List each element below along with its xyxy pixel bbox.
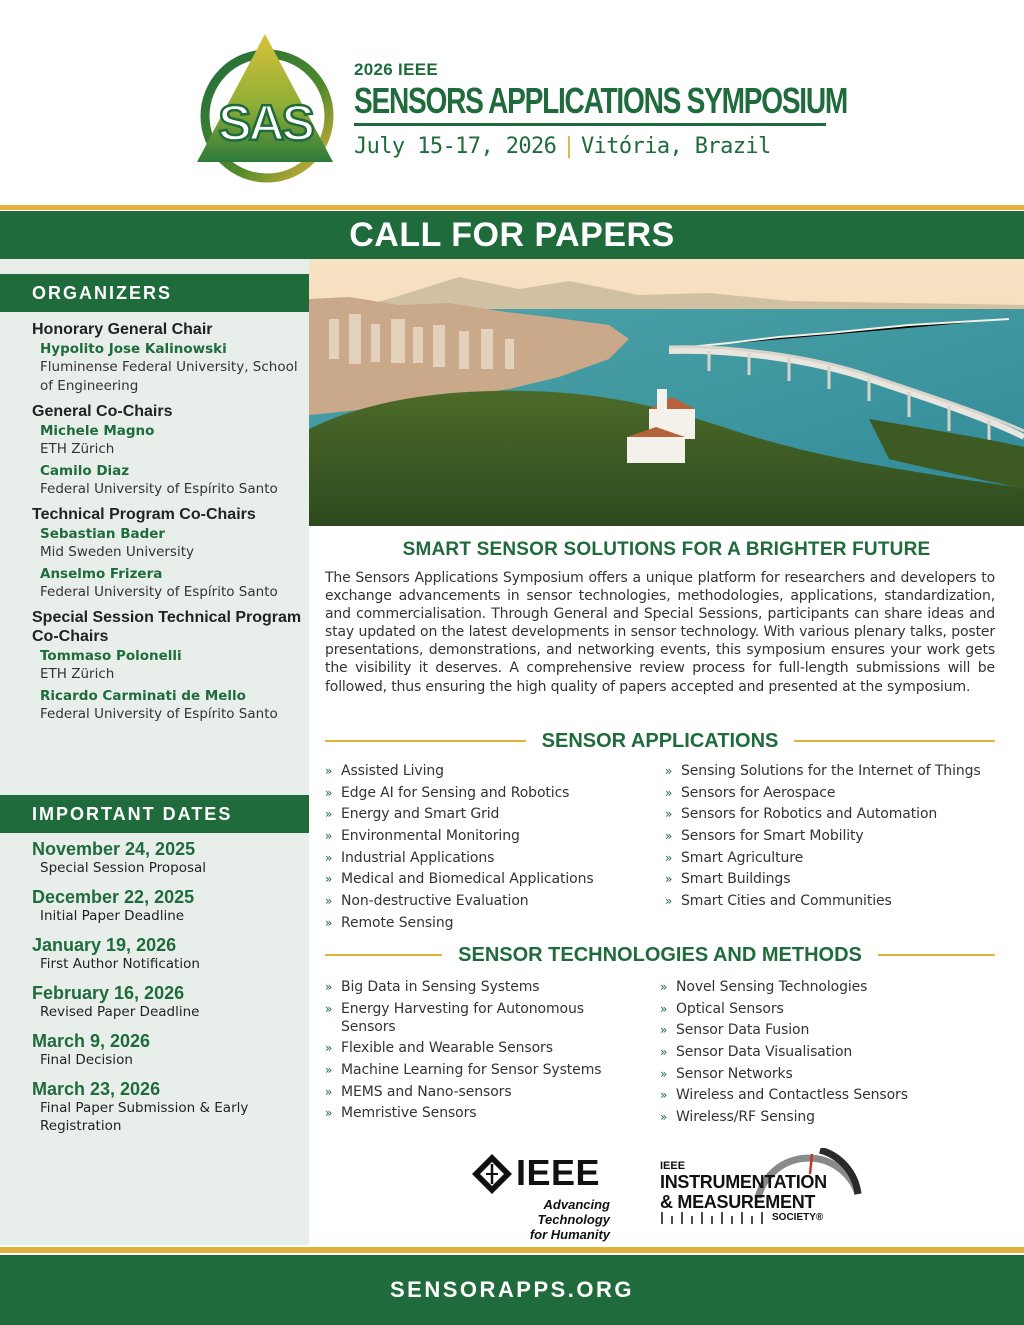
list-item: » Smart Buildings — [665, 870, 1010, 888]
org-person — [40, 422, 302, 459]
ieee-tagline — [470, 1197, 610, 1242]
date-item — [32, 839, 302, 877]
tagline: SMART SENSOR SOLUTIONS FOR A BRIGHTER FUTURE — [402, 539, 931, 560]
page-title: CALL FOR PAPERS — [349, 215, 675, 254]
org-role: Special Session Technical Program Co-Chairs — [32, 609, 302, 645]
title-underline — [354, 123, 826, 126]
separator-bar: | — [562, 134, 575, 159]
date-value: November 24, 2025 — [32, 839, 196, 859]
date-item — [32, 935, 302, 973]
applications-list-right — [665, 762, 1010, 914]
ruler-ticks-icon — [660, 1212, 770, 1224]
edition-label: 2026 IEEE — [354, 60, 438, 79]
ims-society-logo[interactable] — [660, 1148, 870, 1228]
person-affiliation: Federal University of Espírito Santo — [40, 583, 278, 600]
list-item: » Optical Sensors — [660, 1000, 1005, 1018]
list-item: » Remote Sensing — [325, 914, 655, 932]
date-value: March 23, 2026 — [32, 1079, 161, 1099]
list-item: » Novel Sensing Technologies — [660, 978, 1005, 996]
event-dates-location — [354, 134, 834, 159]
date-label: First Author Notification — [40, 956, 200, 972]
person-name: Ricardo Carminati de Mello — [40, 687, 246, 704]
heading-rule-right — [878, 954, 995, 956]
ims-line1: INSTRUMENTATION — [660, 1172, 827, 1192]
intro-paragraph: The Sensors Applications Symposium offers a unique platform for researchers and developers to exchange advancements in sensor technologies, methodologies, applications, standardization, and commercialisation. Through General and Special Sessions, participants can share ideas and stay updated on the latest developments in sensor technology. With various plenary talks, poster presentations, demonstrations, and networking events, this symposium ensures your work gets the visibility it deserves. A comprehensive review process for full-length submissions will be followed, thus ensuring the high quality of papers accepted and presented at the symposium. — [325, 570, 995, 695]
ieee-diamond-icon — [470, 1152, 514, 1196]
sidebar — [0, 259, 309, 1245]
ieee-logo[interactable] — [470, 1150, 620, 1242]
section-title: SENSOR TECHNOLOGIES AND METHODS — [458, 943, 862, 966]
date-item — [32, 983, 302, 1021]
list-item: » Wireless and Contactless Sensors — [660, 1086, 1005, 1104]
list-item: » Flexible and Wearable Sensors — [325, 1039, 635, 1057]
organizers-heading: ORGANIZERS — [0, 274, 309, 312]
event-dates: July 15-17, 2026 — [354, 134, 557, 159]
list-item: » Sensor Networks — [660, 1065, 1005, 1083]
person-affiliation: Federal University of Espírito Santo — [40, 480, 278, 497]
person-affiliation: Federal University of Espírito Santo — [40, 705, 278, 722]
list-item: » Assisted Living — [325, 762, 655, 780]
org-group — [32, 505, 302, 601]
title-band — [0, 211, 1024, 259]
important-dates-heading: IMPORTANT DATES — [0, 795, 309, 833]
org-role: Technical Program Co-Chairs — [32, 506, 256, 523]
date-value: March 9, 2026 — [32, 1031, 151, 1051]
date-value: February 16, 2026 — [32, 983, 185, 1003]
list-item: » Wireless/RF Sensing — [660, 1108, 1005, 1126]
person-affiliation: ETH Zürich — [40, 666, 115, 682]
gold-divider-top — [0, 205, 1024, 210]
list-item: » Environmental Monitoring — [325, 827, 655, 845]
date-item — [32, 887, 302, 925]
person-name: Camilo Diaz — [40, 462, 130, 479]
person-name: Anselmo Frizera — [40, 565, 163, 582]
list-item: » Medical and Biomedical Applications — [325, 870, 655, 888]
list-item: » Energy and Smart Grid — [325, 805, 655, 823]
ieee-wordmark: IEEE — [516, 1152, 601, 1193]
org-role: Honorary General Chair — [32, 321, 213, 338]
sensor-technologies-heading — [325, 942, 995, 968]
org-person — [40, 565, 302, 602]
list-item: » Energy Harvesting for Autonomous Sensors — [325, 1000, 635, 1036]
sensor-applications-heading — [325, 728, 995, 754]
list-item: » Smart Agriculture — [665, 849, 1010, 867]
list-item: » Sensors for Robotics and Automation — [665, 805, 1010, 823]
person-affiliation: Fluminense Federal University, School of Engineering — [40, 359, 298, 394]
section-title: SENSOR APPLICATIONS — [541, 729, 779, 752]
person-affiliation: ETH Zürich — [40, 441, 115, 457]
list-item: » Sensor Data Visualisation — [660, 1043, 1005, 1061]
org-person — [40, 462, 302, 499]
date-label: Initial Paper Deadline — [40, 908, 185, 924]
list-item: » Sensor Data Fusion — [660, 1021, 1005, 1039]
list-item: » Sensing Solutions for the Internet of Things — [665, 762, 1010, 780]
ieee-tagline-line1: Advancing Technology — [537, 1197, 610, 1227]
person-name: Michele Magno — [40, 423, 155, 439]
ims-line3: SOCIETY® — [772, 1212, 824, 1223]
date-label: Final Decision — [40, 1052, 133, 1068]
event-location: Vitória, Brazil — [580, 134, 771, 159]
list-item: » Industrial Applications — [325, 849, 655, 867]
list-item: » Sensors for Aerospace — [665, 784, 1010, 802]
heading-rule-right — [794, 740, 995, 742]
applications-list-left — [325, 762, 655, 936]
list-item: » Smart Cities and Communities — [665, 892, 1010, 910]
date-label: Final Paper Submission & Early Registration — [40, 1100, 249, 1134]
list-item: » Machine Learning for Sensor Systems — [325, 1061, 635, 1079]
ims-line2: & MEASUREMENT — [660, 1192, 816, 1212]
city-bridge-photo — [309, 259, 1024, 526]
heading-rule-left — [325, 954, 442, 956]
list-item: » Edge AI for Sensing and Robotics — [325, 784, 655, 802]
org-role: General Co-Chairs — [32, 403, 173, 420]
person-affiliation: Mid Sweden University — [40, 544, 194, 560]
list-item: » Big Data in Sensing Systems — [325, 978, 635, 996]
organizers-list — [32, 320, 302, 730]
technologies-list-left — [325, 978, 635, 1126]
list-item: » MEMS and Nano-sensors — [325, 1083, 635, 1101]
org-group — [32, 608, 302, 723]
date-item — [32, 1079, 302, 1135]
gold-divider-bottom — [0, 1247, 1024, 1253]
website-link[interactable]: SENSORAPPS.ORG — [389, 1277, 635, 1302]
header — [0, 0, 1024, 205]
header-text — [354, 60, 848, 159]
footer — [0, 1255, 1024, 1325]
list-item: » Non-destructive Evaluation — [325, 892, 655, 910]
org-group — [32, 402, 302, 498]
symposium-name: SENSORS APPLICATIONS SYMPOSIUM — [354, 80, 848, 121]
date-label: Special Session Proposal — [40, 860, 207, 876]
person-name: Hypolito Jose Kalinowski — [40, 341, 227, 357]
list-item: » Memristive Sensors — [325, 1104, 635, 1122]
list-item: » Sensors for Smart Mobility — [665, 827, 1010, 845]
person-name: Tommaso Polonelli — [40, 648, 182, 664]
heading-rule-left — [325, 740, 526, 742]
date-item — [32, 1031, 302, 1069]
org-person — [40, 687, 302, 724]
org-person — [40, 525, 302, 562]
ims-ieee-label: IEEE — [660, 1160, 686, 1172]
technologies-list-right — [660, 978, 1005, 1130]
ieee-tagline-line2: for Humanity — [529, 1227, 610, 1242]
org-group — [32, 320, 302, 395]
org-person — [40, 340, 302, 395]
sas-logo — [195, 30, 335, 185]
svg-text:SAS: SAS — [218, 95, 312, 151]
person-name: Sebastian Bader — [40, 526, 166, 542]
org-person — [40, 647, 302, 684]
date-value: January 19, 2026 — [32, 935, 177, 955]
important-dates-list — [32, 839, 302, 1145]
date-label: Revised Paper Deadline — [40, 1004, 200, 1020]
date-value: December 22, 2025 — [32, 887, 195, 907]
